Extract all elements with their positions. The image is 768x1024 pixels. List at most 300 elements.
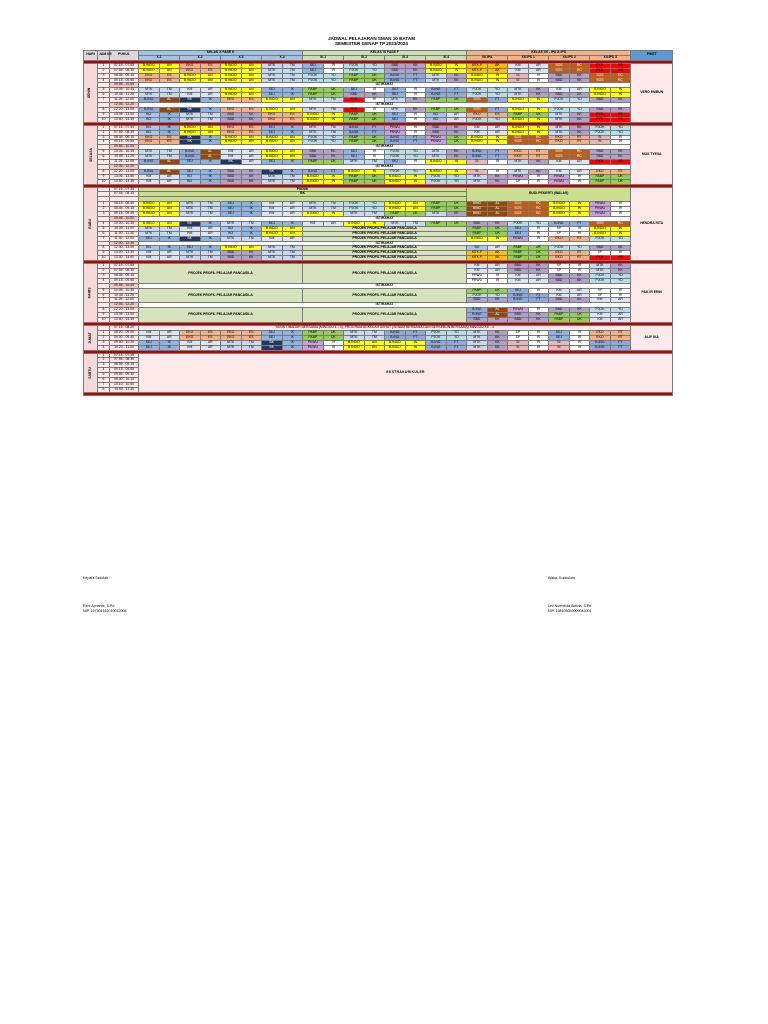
subject-cell: BK [262, 169, 283, 174]
jam-cell: 9 [98, 112, 110, 117]
subject-cell: TM [159, 150, 180, 155]
subject-cell: SBD [508, 269, 529, 274]
subject-cell: SBD [303, 150, 324, 155]
day-label [84, 353, 98, 392]
class-header: X.2 [180, 55, 221, 60]
projek-xi-cell: PROJEK PROFIL PELAJAR PANCASILA [303, 231, 467, 236]
subject-cell: MTK [139, 155, 160, 160]
subject-cell: B.ING [426, 88, 447, 93]
subject-cell: EKO [221, 335, 242, 340]
subject-cell: KK [610, 150, 631, 155]
subject-cell: AL [487, 202, 508, 207]
subject-cell: B.INDO [262, 98, 283, 103]
subject-cell: SP [549, 269, 570, 274]
subject-cell: SOS [508, 212, 529, 217]
subject-cell: IN [364, 221, 385, 226]
jam-cell: 10 [98, 179, 110, 184]
subject-cell: PABP [303, 330, 324, 335]
subject-cell: PJOK [426, 179, 447, 184]
subject-cell: AN [159, 68, 180, 73]
subject-cell: IK [241, 207, 262, 212]
ekstrakurikuler-cell: EKSTRAKURIKULER [139, 353, 673, 392]
subject-cell: MTK [303, 98, 324, 103]
subject-cell: AN [282, 226, 303, 231]
subject-cell: B.INDO [303, 112, 324, 117]
subject-cell: EKO [262, 112, 283, 117]
subject-cell: SP [590, 293, 611, 298]
subject-cell: IN [487, 140, 508, 145]
day-name: SELASA [88, 147, 93, 162]
subject-cell: AR [200, 88, 221, 93]
subject-cell: MTK [344, 335, 365, 340]
subject-cell: SBD [385, 68, 406, 73]
time-cell: 12.30 - 13.00 [110, 246, 139, 251]
time-cell: 13.50 - 14.35 [110, 179, 139, 184]
subject-cell: MTK.P [467, 68, 488, 73]
time-cell: 10.05 - 10.45 [110, 88, 139, 93]
subject-cell: AR [159, 330, 180, 335]
subject-cell: PABP [426, 207, 447, 212]
subject-cell: PABP [426, 221, 447, 226]
subject-cell: KK [569, 278, 590, 283]
subject-cell: MTK [303, 202, 324, 207]
time-cell: 07.55 - 08.35 [110, 269, 139, 274]
subject-cell: MTK [426, 212, 447, 217]
subject-cell: IN [487, 73, 508, 78]
subject-cell: BO [139, 246, 160, 251]
subject-cell: KB [610, 256, 631, 261]
subject-cell: B.INDO [344, 345, 365, 350]
subject-cell: PABP [344, 135, 365, 140]
subject-cell: SBD [467, 221, 488, 226]
subject-cell: B.ING [344, 125, 365, 130]
subject-cell: AR [487, 130, 508, 135]
subject-cell: BK [221, 160, 242, 165]
jam-cell: 3 [98, 135, 110, 140]
subject-cell: KM [180, 340, 201, 345]
subject-cell: IK [200, 107, 221, 112]
subject-cell: UK [446, 107, 467, 112]
subject-cell: KK [446, 212, 467, 217]
subject-cell: IR [610, 293, 631, 298]
subject-cell: IN [446, 63, 467, 68]
subject-cell: B.INDO [139, 207, 160, 212]
subject-cell: KM [467, 130, 488, 135]
subject-cell: IR [364, 155, 385, 160]
subject-cell: B.INDO [508, 117, 529, 122]
subject-cell: AR [487, 246, 508, 251]
subject-cell: KK [610, 269, 631, 274]
subject-cell: ES [241, 130, 262, 135]
subject-cell: KB [610, 68, 631, 73]
subject-cell: FT [446, 345, 467, 350]
subject-cell: B.INDO [262, 135, 283, 140]
subject-cell: TM [241, 236, 262, 241]
subject-cell: MTK [549, 125, 570, 130]
subject-cell: BO [221, 231, 242, 236]
subject-cell: KM [549, 88, 570, 93]
subject-cell: KK [364, 93, 385, 98]
subject-cell: PABP [344, 140, 365, 145]
subject-cell: IR [487, 273, 508, 278]
subject-cell: YD [323, 140, 344, 145]
subject-cell: AL [487, 207, 508, 212]
jam-cell: 5 [98, 150, 110, 155]
subject-cell: B.INDO [221, 93, 242, 98]
subject-cell: UK [364, 135, 385, 140]
subject-cell: AR [528, 68, 549, 73]
jam-cell: 7 [98, 98, 110, 103]
subject-cell: PABP [508, 246, 529, 251]
subject-cell: RC [569, 63, 590, 68]
subject-cell: YD [610, 308, 631, 313]
subject-cell: ES [159, 78, 180, 83]
subject-cell: TM [323, 202, 344, 207]
subject-cell: EKO [180, 330, 201, 335]
time-cell: 11.30 - 12.00 [110, 236, 139, 241]
projek-xi-cell: PROJEK PROFIL PELAJAR PANCASILA [303, 264, 467, 284]
subject-cell: MTK [139, 226, 160, 231]
subject-cell: SEJ [262, 335, 283, 340]
subject-cell: B.INDO [139, 63, 160, 68]
day-name: SABTU [87, 366, 92, 379]
subject-cell: SEJ [262, 330, 283, 335]
subject-cell: KM [180, 93, 201, 98]
subject-cell: FT [446, 88, 467, 93]
subject-cell: PRWU [467, 273, 488, 278]
subject-cell: IN [569, 202, 590, 207]
subject-cell: MTK [139, 88, 160, 93]
subject-cell: SOS [590, 221, 611, 226]
subject-cell: PKWU [303, 345, 324, 350]
subject-cell: KK [487, 179, 508, 184]
subject-cell: SP [549, 264, 570, 269]
subject-cell: RT [569, 140, 590, 145]
subject-cell: AN [405, 207, 426, 212]
subject-cell: SBD [508, 313, 529, 318]
subject-cell: MTK [549, 112, 570, 117]
subject-cell: IR [364, 88, 385, 93]
subject-cell: MTK [508, 160, 529, 165]
subject-cell: TM [159, 93, 180, 98]
subject-cell: BO [180, 174, 201, 179]
subject-cell: SP [590, 288, 611, 293]
subject-cell: KM [549, 160, 570, 165]
subject-cell: KM [508, 68, 529, 73]
subject-cell: EKO [590, 335, 611, 340]
subject-cell: YD [405, 169, 426, 174]
time-cell: 07.15 - 07.55 [110, 125, 139, 130]
istirahat-cell: ISTIRAHAT [139, 145, 631, 150]
subject-cell: AR [487, 125, 508, 130]
subject-cell: YD [569, 246, 590, 251]
subject-cell: B.INDO [385, 345, 406, 350]
subject-cell: RT [528, 155, 549, 160]
subject-cell: FT [446, 340, 467, 345]
subject-cell: PABP [303, 88, 324, 93]
subject-cell: BO [180, 179, 201, 184]
subject-cell: SBD [426, 125, 447, 130]
subject-cell: RT [610, 335, 631, 340]
subject-cell: KK [241, 174, 262, 179]
day-label [84, 326, 98, 351]
jam-cell: 6 [98, 231, 110, 236]
subject-cell: PKWU [385, 125, 406, 130]
principal-name: Reni Apriante, S.Pd [83, 604, 115, 608]
jam-cell: 1 [98, 330, 110, 335]
subject-cell: AN [364, 340, 385, 345]
subject-cell: FT [610, 345, 631, 350]
subject-cell: FT [446, 93, 467, 98]
subject-cell: PABP [467, 288, 488, 293]
day-name: JUMAT [87, 332, 92, 344]
subject-cell: MTK [344, 160, 365, 165]
subject-cell: KM [262, 212, 283, 217]
subject-cell: TM [282, 68, 303, 73]
subject-cell: SEJ [385, 112, 406, 117]
subject-cell: IK [200, 135, 221, 140]
subject-cell: KK [528, 318, 549, 323]
subject-cell: TM [364, 212, 385, 217]
subject-cell: FT [364, 130, 385, 135]
subject-cell: AN [241, 78, 262, 83]
subject-cell: EKO [549, 251, 570, 256]
subject-cell: MTK.P [467, 251, 488, 256]
curriculum-title: Waka. Kurikulum [548, 576, 576, 580]
subject-cell: B.INDO [467, 135, 488, 140]
subject-cell: B.INDO [221, 73, 242, 78]
subject-cell: FT [528, 298, 549, 303]
subject-cell: B.INDO [303, 179, 324, 184]
subject-cell: IR [569, 179, 590, 184]
time-cell: 11.25 - 12.05 [110, 160, 139, 165]
subject-cell: MTK [385, 107, 406, 112]
subject-cell: SBD [549, 308, 570, 313]
subject-cell: EKO [139, 135, 160, 140]
subject-cell: B.INDO [262, 107, 283, 112]
subject-cell: UK [323, 330, 344, 335]
jam-cell: 10 [98, 318, 110, 323]
subject-cell: PABP [426, 98, 447, 103]
subject-cell: KM [139, 330, 160, 335]
subject-cell: YD [610, 273, 631, 278]
subject-cell: B.ING [467, 308, 488, 313]
subject-cell: KK [405, 107, 426, 112]
subject-cell: AR [610, 298, 631, 303]
subject-cell: IR [610, 251, 631, 256]
subject-cell: RC [610, 221, 631, 226]
subject-cell: MTK [262, 256, 283, 261]
subject-cell: YD [487, 93, 508, 98]
subject-cell: MTK [221, 340, 242, 345]
subject-cell: YD [405, 155, 426, 160]
subject-cell: EKO [139, 140, 160, 145]
time-cell: 09.15 - 09.55 [110, 78, 139, 83]
jam-cell: 1 [98, 125, 110, 130]
subject-cell: PABP [467, 226, 488, 231]
subject-cell: IK [200, 179, 221, 184]
subject-cell: IR [364, 98, 385, 103]
subject-cell: AR [610, 313, 631, 318]
subject-cell: PJOK [344, 63, 365, 68]
subject-cell: MTK [139, 231, 160, 236]
subject-cell: AR [200, 340, 221, 345]
subject-cell: PJOK [590, 278, 611, 283]
subject-cell: EKO [549, 135, 570, 140]
subject-cell: IR [405, 112, 426, 117]
subject-cell: AN [159, 212, 180, 217]
subject-cell: MTK [262, 73, 283, 78]
subject-cell: TM [200, 251, 221, 256]
class-header: XII.IPS 2 [549, 55, 590, 60]
subject-cell: UK [610, 179, 631, 184]
subject-cell: IR [569, 174, 590, 179]
subject-cell: KK [323, 150, 344, 155]
subject-cell: KK [446, 125, 467, 130]
subject-cell: B.INDO [344, 169, 365, 174]
subject-cell: B.INDO [262, 226, 283, 231]
projek-xi-cell: PROJEK PROFIL PELAJAR PANCASILA [303, 288, 467, 303]
subject-cell: IN [323, 174, 344, 179]
subject-cell: KK [487, 174, 508, 179]
subject-cell: B.INDO [221, 88, 242, 93]
subject-cell: AN [200, 78, 221, 83]
time-cell: 11.25 - 12.05 [110, 298, 139, 303]
subject-cell: SI [467, 169, 488, 174]
jam-cell: 6 [98, 378, 110, 383]
subject-cell: RT [610, 330, 631, 335]
subject-cell: AN [282, 107, 303, 112]
subject-cell: IR [405, 125, 426, 130]
subject-cell: SEJ [344, 88, 365, 93]
subject-cell: KK [405, 68, 426, 73]
subject-cell: IR [528, 236, 549, 241]
subject-cell: AR [241, 155, 262, 160]
subject-cell: MTK [262, 78, 283, 83]
subject-cell: B.INDO [426, 68, 447, 73]
subject-cell: KM [262, 236, 283, 241]
subject-cell: YD [405, 150, 426, 155]
subject-cell: SBD [549, 78, 570, 83]
subject-cell: KK [487, 298, 508, 303]
subject-cell: MTK [426, 78, 447, 83]
subject-cell: ES [159, 140, 180, 145]
budi-pekerti-cell: BUDI PEKERTI (WALAS) [467, 187, 631, 202]
time-cell: 07.15 - 07.45 [110, 187, 139, 192]
subject-cell: FT [405, 335, 426, 340]
subject-cell: KK [610, 264, 631, 269]
subject-cell: B.INDO [221, 68, 242, 73]
class-header: XII.IPS 3 [590, 55, 631, 60]
subject-cell: IR [528, 78, 549, 83]
subject-cell: SOS [508, 207, 529, 212]
subject-cell: SP [508, 179, 529, 184]
subject-cell: FT [405, 73, 426, 78]
subject-cell: KB [610, 63, 631, 68]
piket-name: ALIF IKA [631, 326, 673, 351]
subject-cell: KK [569, 273, 590, 278]
day-name: RABU [87, 218, 92, 229]
subject-cell: IK [282, 130, 303, 135]
subject-cell: KM [139, 174, 160, 179]
subject-cell: RC [528, 135, 549, 140]
subject-cell: BING [467, 202, 488, 207]
day-name: SENIN [87, 87, 92, 98]
jam-cell: 8 [98, 107, 110, 112]
subject-cell: SEJ [385, 117, 406, 122]
subject-cell: IN [364, 169, 385, 174]
subject-cell: TM [282, 63, 303, 68]
subject-cell: IN [323, 179, 344, 184]
subject-cell: KM [590, 298, 611, 303]
subject-cell: ES [241, 335, 262, 340]
subject-cell: MTK [221, 345, 242, 350]
time-cell: 11.00 - 11.30 [110, 231, 139, 236]
subject-cell: IR [323, 345, 344, 350]
subject-cell: AN [159, 207, 180, 212]
subject-cell: AR [241, 160, 262, 165]
subject-cell: IR [405, 160, 426, 165]
subject-cell: MTK [139, 93, 160, 98]
subject-cell: SBD [549, 278, 570, 283]
subject-cell: PJOK [303, 73, 324, 78]
subject-cell: PABP [508, 112, 529, 117]
subject-cell: AR [569, 169, 590, 174]
jam-cell: 6 [98, 155, 110, 160]
subject-cell: MTK [262, 174, 283, 179]
subject-cell: RC [528, 140, 549, 145]
subject-cell: SBD [549, 73, 570, 78]
subject-cell: IK [282, 160, 303, 165]
jam-cell: 2 [98, 207, 110, 212]
subject-cell: SEJ [262, 130, 283, 135]
subject-cell: PABP [303, 93, 324, 98]
subject-cell: IK [200, 140, 221, 145]
subject-cell: IR [528, 308, 549, 313]
subject-cell: PJOK [303, 78, 324, 83]
subject-cell: AN [159, 221, 180, 226]
subject-cell: SBD [221, 179, 242, 184]
subject-cell: PKWU [508, 174, 529, 179]
subject-cell: KK [569, 117, 590, 122]
class-header: XI.1 [303, 55, 344, 60]
subject-cell: AR [159, 251, 180, 256]
subject-cell: SBD [549, 273, 570, 278]
subject-cell: KM [467, 269, 488, 274]
jam-cell: 3 [98, 73, 110, 78]
jam-cell: 6 [98, 93, 110, 98]
subject-cell: MTK [180, 207, 201, 212]
subject-cell: IN [528, 107, 549, 112]
subject-cell: UK [364, 140, 385, 145]
subject-cell: MTK.P [467, 63, 488, 68]
subject-cell: IR [569, 330, 590, 335]
subject-cell: IR [528, 335, 549, 340]
time-cell: 09.15 - 09.45 [110, 212, 139, 217]
subject-cell: SEJ [262, 221, 283, 226]
subject-cell: KK [487, 345, 508, 350]
subject-cell: SEJ [344, 155, 365, 160]
subject-cell: PJOK [590, 273, 611, 278]
subject-cell: FT [569, 221, 590, 226]
subject-cell: AR [528, 273, 549, 278]
subject-cell: KM [467, 125, 488, 130]
subject-cell: IN [528, 117, 549, 122]
day-separator [84, 392, 673, 395]
subject-cell: KK [610, 246, 631, 251]
subject-cell: MTK [590, 269, 611, 274]
subject-cell: KM [139, 335, 160, 340]
